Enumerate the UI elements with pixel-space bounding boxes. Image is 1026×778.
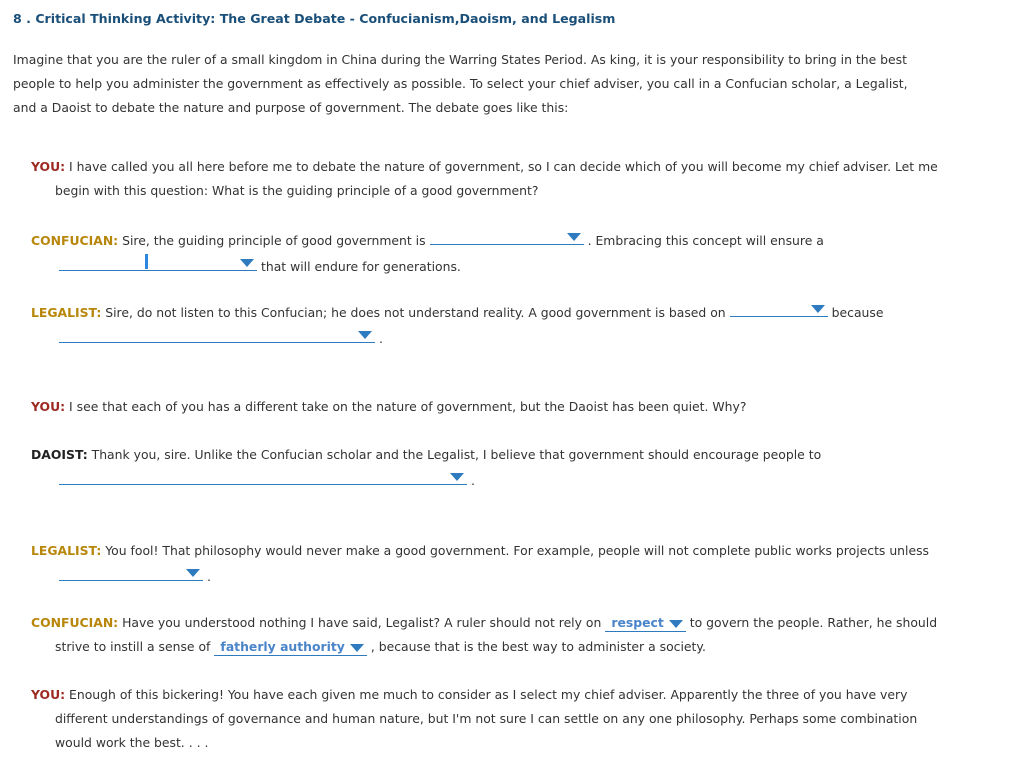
instill-sense-dropdown[interactable] <box>214 638 366 656</box>
because-reason-dropdown[interactable] <box>59 325 375 343</box>
speaker-legalist-label: LEGALIST: <box>31 305 102 320</box>
speaker-legalist-label: LEGALIST: <box>31 543 102 558</box>
confucian-text-1c: that will endure for generations. <box>261 259 461 274</box>
legalist-text-2b: . <box>207 569 211 584</box>
legalist-text-1a: Sire, do not listen to this Confucian; he does not understand reality. A good government is based on <box>105 305 726 320</box>
speaker-daoist-label: DAOIST: <box>31 447 88 462</box>
you-statement-2 <box>31 395 955 419</box>
daoist-statement-1 <box>31 443 955 493</box>
speaker-you-label: YOU: <box>31 159 66 174</box>
speaker-you-label: YOU: <box>31 399 66 414</box>
confucian-text-2a: Have you understood nothing I have said, Legalist? A ruler should not rely on <box>122 615 602 630</box>
activity-title: 8 . Critical Thinking Activity: The Great Debate - Confucianism,Daoism, and Legalism <box>13 11 616 26</box>
confucian-text-1b: . Embracing this concept will ensure a <box>587 233 824 248</box>
endure-dropdown[interactable] <box>59 253 257 271</box>
confucian-statement-1 <box>31 227 955 279</box>
chevron-down-icon <box>811 305 825 313</box>
text-cursor <box>145 254 148 269</box>
you-text-2: I see that each of you has a different take on the nature of government, but the Daoist has been quiet. Why? <box>69 399 747 414</box>
legalist-statement-1 <box>31 299 955 351</box>
confucian-statement-2 <box>31 611 955 659</box>
public-works-dropdown[interactable] <box>59 563 203 581</box>
chevron-down-icon <box>567 233 581 241</box>
guiding-principle-dropdown[interactable] <box>430 227 584 245</box>
chevron-down-icon <box>186 569 200 577</box>
speaker-confucian-label: CONFUCIAN: <box>31 615 119 630</box>
speaker-confucian-label: CONFUCIAN: <box>31 233 119 248</box>
speaker-you-label: YOU: <box>31 687 66 702</box>
chevron-down-icon <box>350 644 364 652</box>
legalist-statement-2 <box>31 539 955 589</box>
chevron-down-icon <box>358 331 372 339</box>
you-text-1: I have called you all here before me to debate the nature of government, so I can decide which of you will become my chief adviser. Let me begin with this question: What is the guiding principle of a good government? <box>55 159 938 198</box>
rely-on-value: respect <box>611 615 664 630</box>
confucian-text-1a: Sire, the guiding principle of good government is <box>122 233 426 248</box>
encourage-people-dropdown[interactable] <box>59 467 467 485</box>
intro-paragraph: Imagine that you are the ruler of a small kingdom in China during the Warring States Period. As king, it is your responsibility to bring in the best people to help you administer the government as effectively as possible. To select your chief adviser, you call in a Confucian scholar, a Legalist, and a Daoist to debate the nature and purpose of government. The debate goes like this: <box>13 52 908 115</box>
daoist-text-1b: . <box>471 473 475 488</box>
government-basis-dropdown[interactable] <box>730 299 828 317</box>
chevron-down-icon <box>240 259 254 267</box>
instill-sense-value: fatherly authority <box>220 639 345 654</box>
chevron-down-icon <box>669 620 683 628</box>
daoist-text-1a: Thank you, sire. Unlike the Confucian scholar and the Legalist, I believe that government should encourage people to <box>91 447 822 462</box>
you-statement-1 <box>31 155 955 203</box>
rely-on-dropdown[interactable] <box>605 614 685 632</box>
legalist-text-1c: . <box>379 331 383 346</box>
you-text-3: Enough of this bickering! You have each given me much to consider as I select my chief adviser. Apparently the three of you have very different understandings of governance and human nature, but I'm not sure I can settle on any one philosophy. Perhaps some combination would work the best. . . . <box>55 687 918 750</box>
confucian-text-2b: to govern the people. Rather, he should strive to instill a sense of <box>55 615 938 654</box>
chevron-down-icon <box>450 473 464 481</box>
you-statement-3 <box>31 683 955 755</box>
legalist-text-1b: because <box>831 305 884 320</box>
confucian-text-2c: , because that is the best way to administer a society. <box>370 639 706 654</box>
legalist-text-2a: You fool! That philosophy would never make a good government. For example, people will not complete public works projects unless <box>105 543 930 558</box>
